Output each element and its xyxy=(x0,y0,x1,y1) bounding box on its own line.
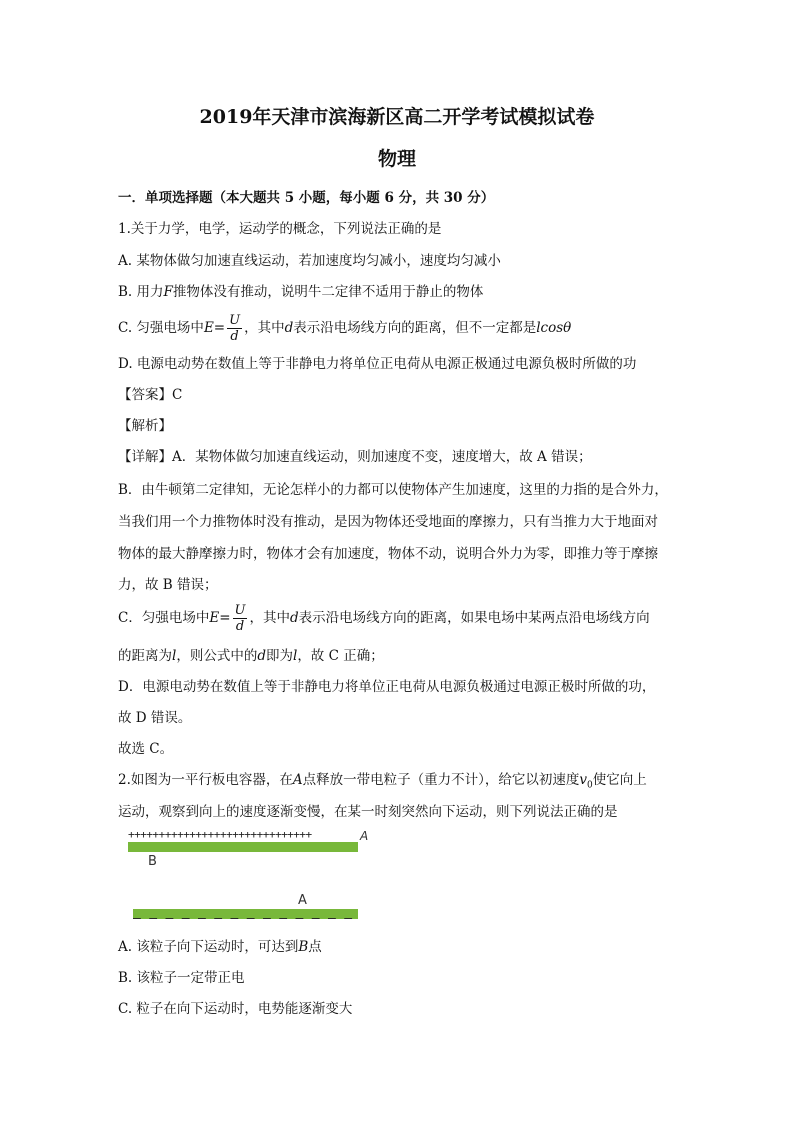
q1-detail-c-2: 的距离为l，则公式中的d即为l，故 C 正确； xyxy=(118,648,384,664)
positive-plate xyxy=(128,842,358,852)
q1-option-a: A. 某物体做匀加速直线运动，若加速度均匀减小，速度均匀减小 xyxy=(118,253,501,269)
q1-detail-d-1: D．电源电动势在数值上等于非静电力将单位正电荷从电源负极通过电源正极时所做的功， xyxy=(118,679,656,695)
q1-detail-c-1: C．匀强电场中E= $\frac{U}{d}$ ，其中d表示沿电场线方向的距离，如果电场中某两点沿电场线方向 xyxy=(118,603,650,634)
q1-answer: 【答案】C xyxy=(118,387,183,403)
q2-option-a: A. 该粒子向下运动时，可达到B点 xyxy=(118,939,322,955)
plus-charges: ++++++++++++++++++++++++++++++ xyxy=(128,828,312,841)
q2-stem-2: 运动，观察到向上的速度逐渐变慢，在某一时刻突然向下运动，则下列说法正确的是 xyxy=(118,804,618,820)
formula-fraction-detail: $\frac{U}{d}$ xyxy=(234,603,246,634)
q1-stem: 1.关于力学，电学，运动学的概念，下列说法正确的是 xyxy=(118,221,442,237)
q2-option-c: C. 粒子在向下运动时，电势能逐渐变大 xyxy=(118,1001,353,1017)
q2-option-b: B. 该粒子一定带正电 xyxy=(118,970,245,986)
q1-option-d: D. 电源电动势在数值上等于非静电力将单位正电荷从电源正极通过电源负极时所做的功 xyxy=(118,356,637,372)
q1-option-c: C. 匀强电场中E= $\frac{U}{d}$ ，其中d表示沿电场线方向的距离，但不一定都是lcosθ xyxy=(118,313,572,344)
minus-charges: — — — — — — — — — — — — — — xyxy=(133,911,353,926)
figure-label-b: B xyxy=(148,854,157,869)
q1-detail-d-2: 故 D 错误。 xyxy=(118,710,192,726)
q2-stem-1: 2.如图为一平行板电容器，在A点释放一带电粒子（重力不计），给它以初速度$v_0$使它向上 xyxy=(118,772,647,791)
q1-detail-b-4: 力，故 B 错误； xyxy=(118,577,218,593)
q1-detail-b-1: B．由牛顿第二定律知，无论怎样小的力都可以使物体产生加速度，这里的力指的是合外力， xyxy=(118,482,668,498)
exam-title: 2019年天津市滨海新区高二开学考试模拟试卷 xyxy=(199,106,595,128)
q1-detail-a: 【详解】A．某物体做匀加速直线运动，则加速度不变，速度增大，故 A 错误； xyxy=(118,449,592,465)
q1-detail-b-2: 当我们用一个力推物体时没有推动，是因为物体还受地面的摩擦力，只有当推力大于地面对 xyxy=(118,514,658,530)
formula-fraction: $\frac{U}{d}$ xyxy=(229,313,241,344)
subject-title: 物理 xyxy=(377,148,416,170)
figure-label-cut: A xyxy=(360,829,369,843)
q1-conclusion: 故选 C。 xyxy=(118,741,174,757)
section-heading: 一．单项选择题（本大题共 5 小题，每小题 6 分，共 30 分） xyxy=(118,190,495,206)
q1-analysis-label: 【解析】 xyxy=(118,418,172,434)
figure-label-a: A xyxy=(298,893,307,908)
q1-option-b: B. 用力F推物体没有推动，说明牛二定律不适用于静止的物体 xyxy=(118,284,484,300)
q1-detail-b-3: 物体的最大静摩擦力时，物体才会有加速度，物体不动，说明合外力为零，即推力等于摩擦 xyxy=(118,546,658,562)
